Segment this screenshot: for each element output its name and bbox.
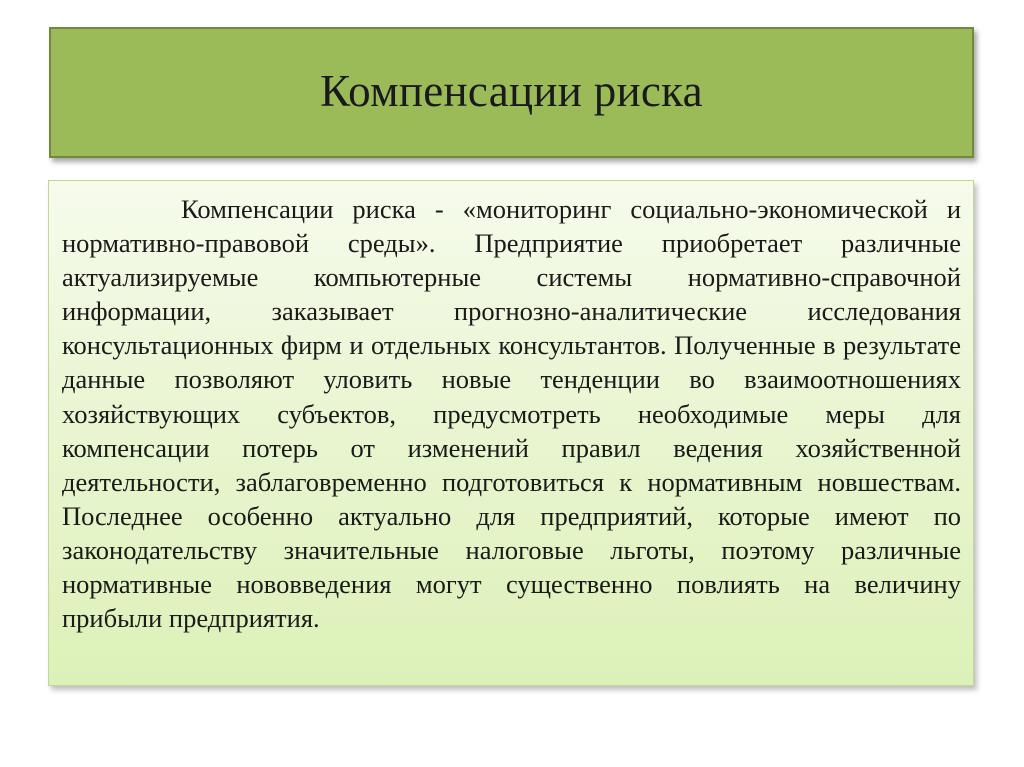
body-paragraph: Компенсации риска - «мониторинг социально-экономической и нормативно-правовой среды». Предприятие приобретает различные актуализируемые компьютерные системы нормативно-справочной информации, заказывает прогнозно-аналитические исследования консультационных фирм и отдельных консультантов. Полученные в результате данные позволяют уловить новые тенденции во взаимоотношениях хозяйствующих субъектов, предусмотреть необходимые меры для компенсации потерь от изменений правил ведения хозяйственной деятельности, заблаговременно подготовиться к нормативным новшествам. Последнее особенно актуально для предприятий, которые имеют по законодательству значительные налоговые льготы, поэтому различные нормативные нововведения могут существенно повлиять на величину прибыли предприятия. bbox=[62, 194, 961, 634]
title-banner bbox=[49, 27, 974, 158]
content-panel bbox=[48, 180, 974, 686]
slide-title: Компенсации риска bbox=[320, 65, 703, 116]
